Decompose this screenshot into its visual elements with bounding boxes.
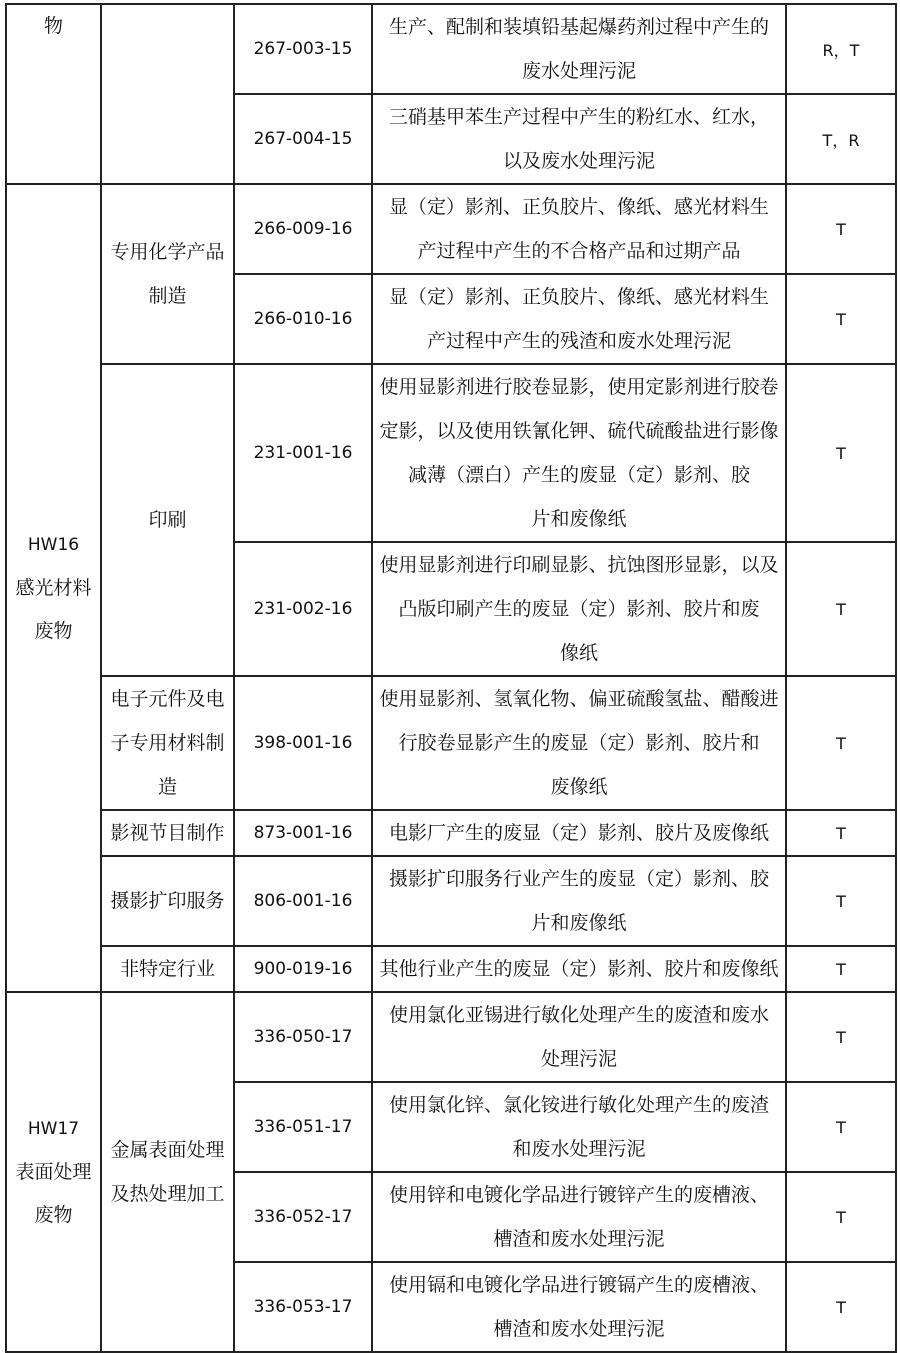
description-text: 使用锌和电镀化学品进行镀锌产生的废槽液、 — [388, 1184, 769, 1206]
waste-code: 336-052-17 — [234, 1172, 372, 1262]
description-text: 电影厂产生的废显（定）影剂、胶片及废像纸 — [388, 822, 769, 844]
waste-description — [372, 1262, 786, 1352]
description-text: 使用氯化锌、氯化铵进行敏化处理产生的废渣 — [388, 1094, 769, 1116]
waste-code: 267-004-15 — [234, 94, 372, 184]
hazard-characteristic: T — [786, 184, 896, 274]
description-last-line: 废像纸 — [550, 776, 608, 798]
industry-cell: 非特定行业 — [101, 946, 234, 992]
hazard-characteristic: T — [786, 1082, 896, 1172]
waste-category-name: 物 — [43, 15, 63, 37]
hazard-characteristic: T — [786, 676, 896, 810]
waste-description — [372, 1082, 786, 1172]
hazardous-waste-table — [5, 3, 897, 1353]
description-last-line: 片和废像纸 — [531, 912, 627, 934]
waste-code: 266-009-16 — [234, 184, 372, 274]
waste-category-code: HW17 — [27, 1118, 80, 1139]
table-row — [6, 4, 896, 94]
waste-description — [372, 810, 786, 856]
description-last-line: 槽渣和废水处理污泥 — [493, 1228, 665, 1250]
description-last-line: 像纸 — [559, 642, 598, 664]
table-row — [6, 856, 896, 946]
hazard-characteristic: T — [786, 274, 896, 364]
description-text: 摄影扩印服务行业产生的废显（定）影剂、胶 — [388, 868, 769, 890]
industry-cell: 摄影扩印服务 — [101, 856, 234, 946]
waste-description — [372, 274, 786, 364]
description-last-line: 和废水处理污泥 — [512, 1138, 646, 1160]
waste-category-name: 表面处理废物 — [15, 1160, 92, 1226]
hazard-characteristic: T — [786, 946, 896, 992]
description-text: 显（定）影剂、正负胶片、像纸、感光材料生 — [388, 196, 769, 218]
industry-cell: 影视节目制作 — [101, 810, 234, 856]
description-last-line: 以及废水处理污泥 — [502, 150, 655, 172]
waste-code: 231-002-16 — [234, 542, 372, 676]
description-text: 使用显影剂进行印刷显影、抗蚀图形显影，以及凸版印刷产生的废显（定）影剂、胶片和废 — [379, 554, 779, 620]
industry-cell: 专用化学产品制造 — [101, 184, 234, 364]
waste-description — [372, 856, 786, 946]
waste-code: 336-053-17 — [234, 1262, 372, 1352]
description-text: 使用显影剂进行胶卷显影，使用定影剂进行胶卷定影，以及使用铁氰化钾、硫代硫酸盐进行影像减薄（漂白）产生的废显（定）影剂、胶 — [379, 376, 779, 486]
hazard-characteristic: T — [786, 1172, 896, 1262]
waste-category-cell — [6, 992, 101, 1352]
description-text: 三硝基甲苯生产过程中产生的粉红水、红水， — [388, 106, 769, 128]
description-text: 使用显影剂、氢氧化物、偏亚硫酸氢盐、醋酸进行胶卷显影产生的废显（定）影剂、胶片和 — [379, 688, 779, 754]
waste-code: 806-001-16 — [234, 856, 372, 946]
waste-description — [372, 992, 786, 1082]
waste-description — [372, 364, 786, 542]
waste-code: 267-003-15 — [234, 4, 372, 94]
waste-description — [372, 1172, 786, 1262]
description-text: 显（定）影剂、正负胶片、像纸、感光材料生 — [388, 286, 769, 308]
description-last-line: 产过程中产生的残渣和废水处理污泥 — [426, 330, 731, 352]
hazard-characteristic: T — [786, 856, 896, 946]
hazard-characteristic: R，T — [786, 4, 896, 94]
hazard-characteristic: T — [786, 1262, 896, 1352]
table-row — [6, 676, 896, 810]
waste-code: 398-001-16 — [234, 676, 372, 810]
waste-description — [372, 184, 786, 274]
description-last-line: 槽渣和废水处理污泥 — [493, 1318, 665, 1340]
waste-description — [372, 4, 786, 94]
table-row — [6, 184, 896, 274]
hazard-characteristic: T，R — [786, 94, 896, 184]
description-last-line: 片和废像纸 — [531, 508, 627, 530]
waste-category-code: HW16 — [27, 534, 80, 555]
table-row — [6, 992, 896, 1082]
waste-code: 873-001-16 — [234, 810, 372, 856]
table-row — [6, 946, 896, 992]
hazard-characteristic: T — [786, 364, 896, 542]
description-text: 生产、配制和装填铅基起爆药剂过程中产生的 — [388, 16, 769, 38]
waste-description — [372, 946, 786, 992]
hazard-characteristic: T — [786, 810, 896, 856]
hazard-characteristic: T — [786, 542, 896, 676]
waste-code: 231-001-16 — [234, 364, 372, 542]
waste-code: 336-050-17 — [234, 992, 372, 1082]
industry-cell — [101, 4, 234, 184]
hazard-characteristic: T — [786, 992, 896, 1082]
description-text: 其他行业产生的废显（定）影剂、胶片和废像纸 — [379, 958, 779, 980]
waste-description — [372, 676, 786, 810]
waste-description — [372, 542, 786, 676]
waste-code: 266-010-16 — [234, 274, 372, 364]
waste-description — [372, 94, 786, 184]
table-row — [6, 810, 896, 856]
description-text: 使用氯化亚锡进行敏化处理产生的废渣和废水 — [388, 1004, 769, 1026]
description-last-line: 处理污泥 — [540, 1048, 617, 1070]
waste-code: 336-051-17 — [234, 1082, 372, 1172]
industry-cell: 电子元件及电子专用材料制造 — [101, 676, 234, 810]
waste-category-cell — [6, 4, 101, 184]
waste-category-cell — [6, 184, 101, 992]
table-row — [6, 364, 896, 542]
description-last-line: 废水处理污泥 — [521, 60, 636, 82]
industry-cell: 印刷 — [101, 364, 234, 676]
description-text: 使用镉和电镀化学品进行镀镉产生的废槽液、 — [388, 1274, 769, 1296]
industry-cell: 金属表面处理及热处理加工 — [101, 992, 234, 1352]
waste-category-name: 感光材料废物 — [15, 576, 92, 642]
description-last-line: 产过程中产生的不合格产品和过期产品 — [417, 240, 741, 262]
waste-code: 900-019-16 — [234, 946, 372, 992]
